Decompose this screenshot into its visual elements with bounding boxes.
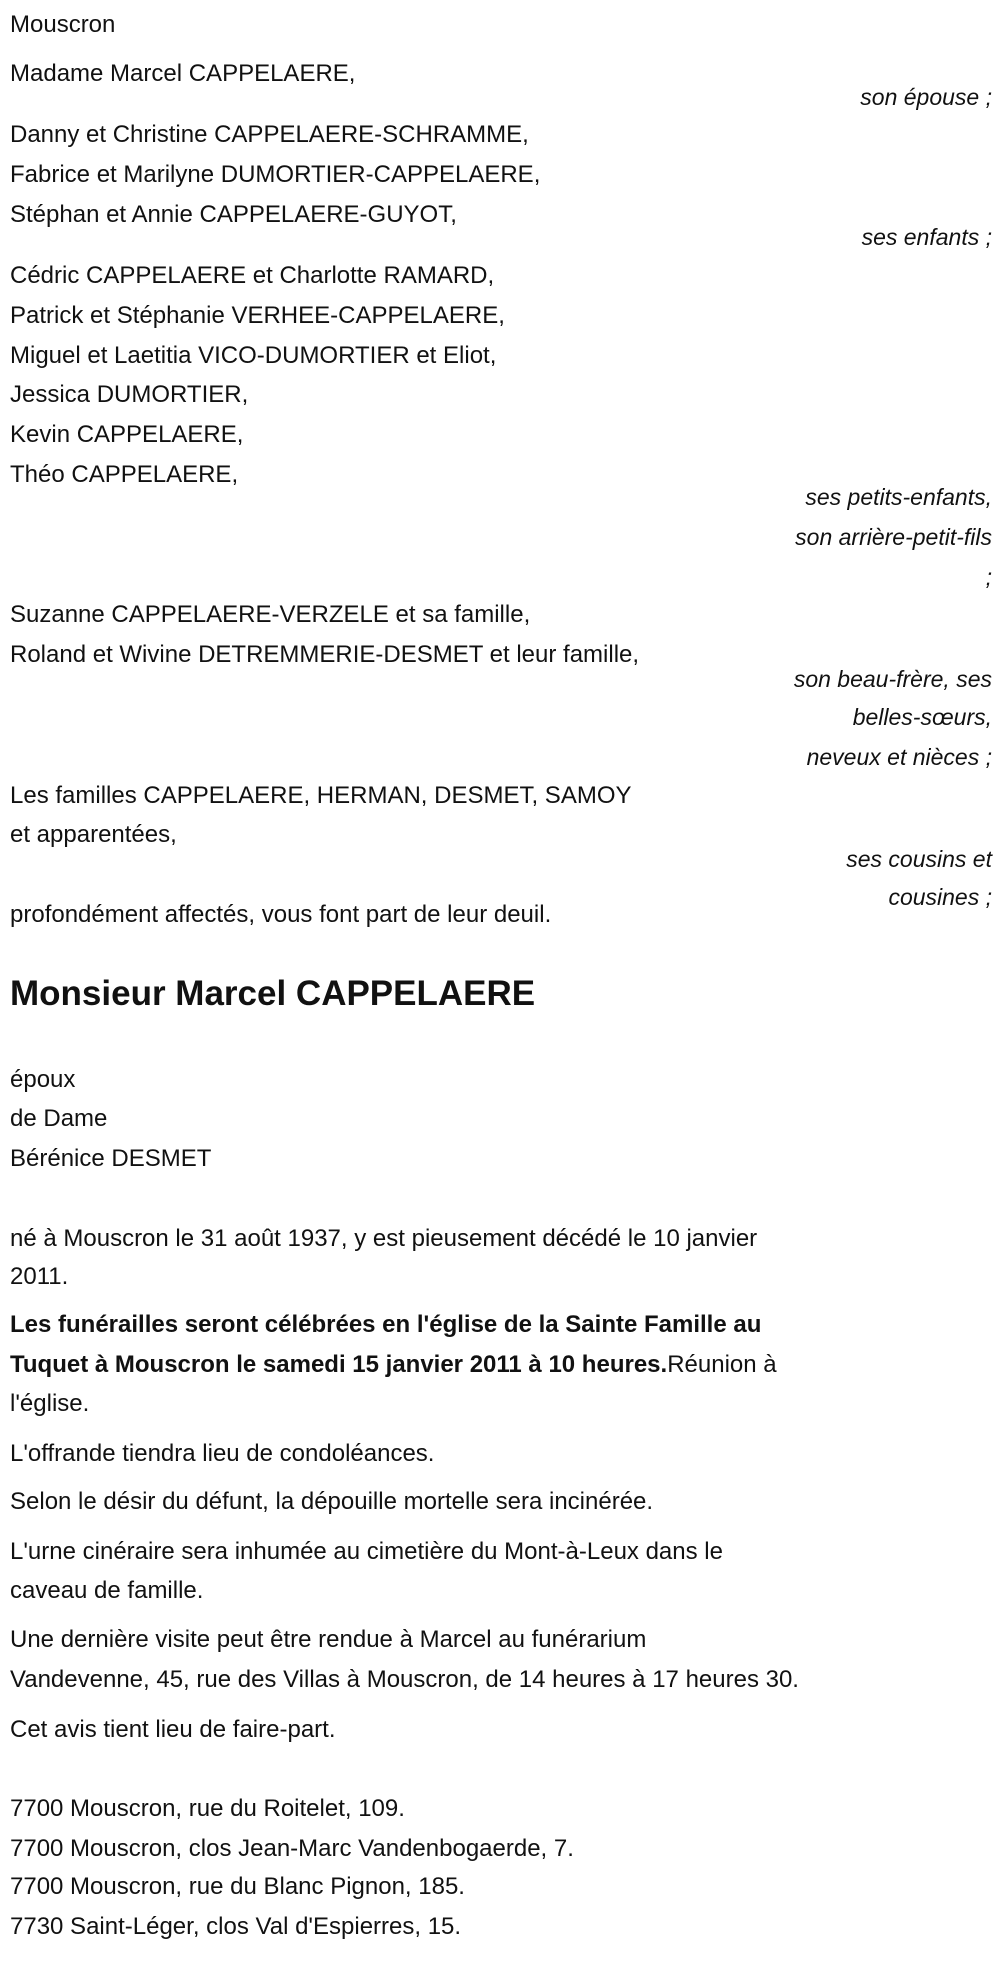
relation-label: son beau-frère, ses (793, 666, 992, 692)
relation-label: son épouse ; (860, 84, 992, 110)
relation-label: neveux et nièces ; (806, 744, 992, 770)
family-line: Les familles CAPPELAERE, HERMAN, DESMET, SAMOY (10, 782, 632, 809)
family-line: Patrick et Stéphanie VERHEE-CAPPELAERE, (10, 302, 505, 329)
family-line: Fabrice et Marilyne DUMORTIER-CAPPELAERE, (10, 161, 541, 188)
cremation-line: Selon le désir du défunt, la dépouille mortelle sera incinérée. (10, 1488, 654, 1515)
address-line: 7700 Mouscron, clos Jean-Marc Vandenbogaerde, 7. (10, 1835, 574, 1862)
offering-line: L'offrande tiendra lieu de condoléances. (10, 1440, 435, 1467)
relation-label: ses petits-enfants, (805, 484, 992, 510)
relation-label: ; (985, 564, 992, 590)
relation-label: belles-sœurs, (852, 704, 992, 730)
family-line: Stéphan et Annie CAPPELAERE-GUYOT, (10, 201, 457, 228)
family-line: Kevin CAPPELAERE, (10, 421, 244, 448)
family-line: Cédric CAPPELAERE et Charlotte RAMARD, (10, 262, 495, 289)
funeral-rest: Réunion à (667, 1351, 777, 1378)
spouse-line: époux (10, 1066, 76, 1093)
relation-label: son arrière-petit-fils (795, 524, 992, 550)
family-line: Madame Marcel CAPPELAERE, (10, 60, 356, 87)
birth-death-line: né à Mouscron le 31 août 1937, y est pieusement décédé le 10 janvier (10, 1225, 758, 1252)
funeral-bold: Les funérailles seront célébrées en l'église de la Sainte Famille au (10, 1311, 762, 1338)
city: Mouscron (10, 11, 116, 38)
address-line: 7730 Saint-Léger, clos Val d'Espierres, 15. (10, 1913, 462, 1940)
birth-death-line: 2011. (10, 1263, 69, 1290)
family-line: et apparentées, (10, 821, 177, 848)
spouse-line: de Dame (10, 1105, 108, 1132)
funeral-line (10, 1345, 777, 1385)
spouse-line: Bérénice DESMET (10, 1145, 212, 1172)
family-line: Roland et Wivine DETREMMERIE-DESMET et leur famille, (10, 641, 640, 668)
relation-label: ses enfants ; (861, 224, 992, 250)
notice-line: Cet avis tient lieu de faire-part. (10, 1716, 336, 1743)
family-line: Miguel et Laetitia VICO-DUMORTIER et Eliot, (10, 342, 497, 369)
family-line: Jessica DUMORTIER, (10, 381, 249, 408)
visit-line: Une dernière visite peut être rendue à Marcel au funérarium (10, 1626, 647, 1653)
relation-label: cousines ; (888, 884, 992, 910)
visit-line: Vandevenne, 45, rue des Villas à Mouscron, de 14 heures à 17 heures 30. (10, 1666, 799, 1693)
address-line: 7700 Mouscron, rue du Blanc Pignon, 185. (10, 1873, 465, 1900)
closing-line: profondément affectés, vous font part de leur deuil. (10, 901, 552, 928)
urn-line: L'urne cinéraire sera inhumée au cimetière du Mont-à-Leux dans le (10, 1538, 723, 1565)
family-line: Danny et Christine CAPPELAERE-SCHRAMME, (10, 121, 529, 148)
deceased-name: Monsieur Marcel CAPPELAERE (10, 974, 536, 1013)
family-line: Théo CAPPELAERE, (10, 461, 239, 488)
urn-line: caveau de famille. (10, 1577, 204, 1604)
funeral-bold: Tuquet à Mouscron le samedi 15 janvier 2011 à 10 heures. (10, 1351, 668, 1378)
family-line: Suzanne CAPPELAERE-VERZELE et sa famille, (10, 601, 531, 628)
funeral-line (10, 1305, 761, 1345)
funeral-line: l'église. (10, 1390, 90, 1417)
address-line: 7700 Mouscron, rue du Roitelet, 109. (10, 1795, 405, 1822)
relation-label: ses cousins et (846, 846, 992, 872)
